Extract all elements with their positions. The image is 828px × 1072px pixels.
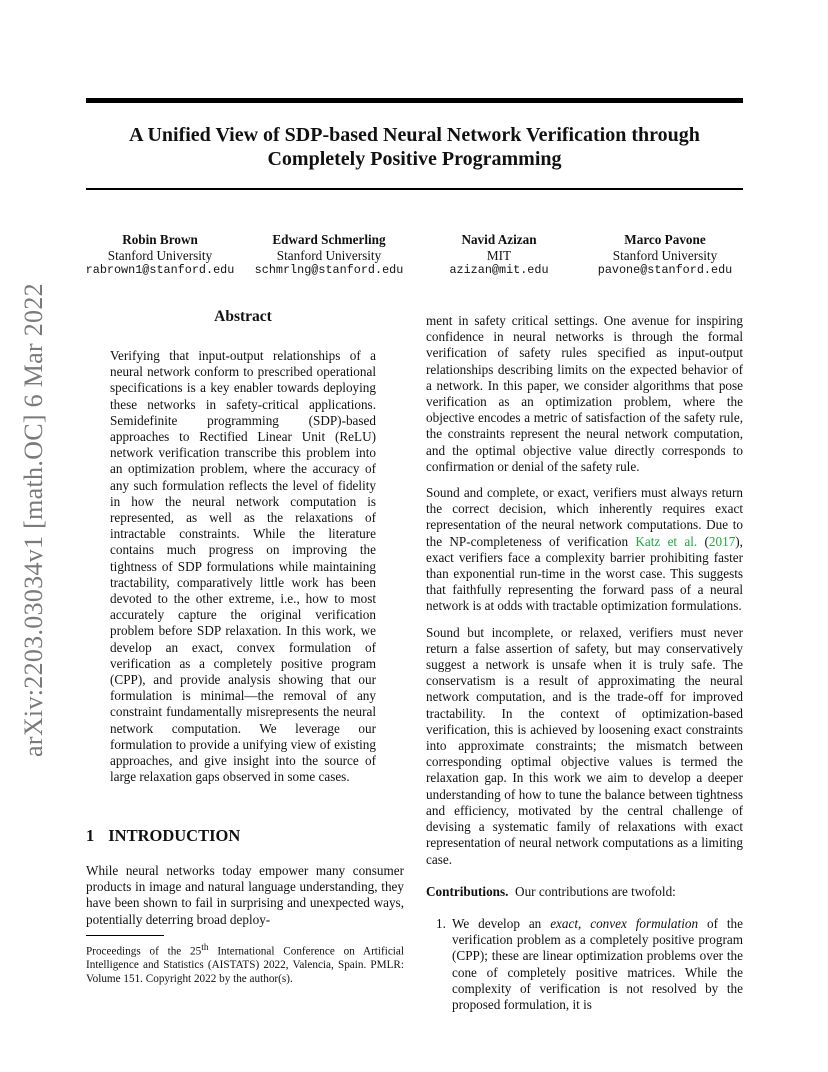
title-line-1: A Unified View of SDP-based Neural Network Verification through: [129, 124, 700, 146]
list-item-number: 1.: [436, 915, 446, 931]
section-number: 1: [86, 826, 95, 845]
footnote-rule: [86, 935, 164, 936]
list-item-text: of the verification problem as a completely positive program (CPP); these are linear optimization problems over the cone of completely positive matrices. While the complexity of verification is not resolved by the proposed formulation, it is: [452, 915, 743, 1012]
author-email[interactable]: pavone@stanford.edu: [597, 263, 733, 277]
contributions-text: Our contributions are twofold:: [515, 883, 676, 899]
introduction-body: [86, 863, 404, 928]
contributions-paragraph: [426, 884, 743, 900]
list-item-body: [452, 916, 743, 1013]
arxiv-id-text: arXiv:2203.03034v1 [math.OC] 6 Mar 2022: [19, 283, 48, 757]
footnote: [86, 942, 404, 987]
right-column: [426, 313, 743, 1013]
author-affiliation: Stanford University: [612, 247, 718, 263]
citation-link-author[interactable]: Katz et al.: [635, 533, 698, 549]
author-email[interactable]: azizan@mit.edu: [449, 263, 549, 277]
section-title: INTRODUCTION: [108, 826, 241, 845]
author-affiliation: Stanford University: [107, 247, 213, 263]
abstract-heading: Abstract: [214, 308, 272, 325]
author-block: [409, 232, 589, 279]
author-affiliation: MIT: [486, 247, 512, 263]
arxiv-identifier: [14, 270, 54, 770]
author-affiliation: Stanford University: [276, 247, 382, 263]
paragraph-text: ), exact verifiers face a complexity barrier prohibiting faster than exponential run-time in the worst case. This suggests that faithfully representing the forward pass of a neural network is at odds with tractable optimization formulations.: [426, 533, 743, 614]
introduction-paragraph: While neural networks today empower many consumer products in image and natural language understanding, they have been shown to fail in surprising and unexpected ways, potentially deterring broad deploy-: [86, 863, 404, 927]
paper-title: [86, 123, 743, 171]
author-name: Marco Pavone: [624, 232, 706, 247]
contribution-list-item: [426, 916, 743, 1013]
paragraph: Sound but incomplete, or relaxed, verifiers must never return a false assertion of safety, but may conservatively suggest a network is unsafe when it is truly safe. The conservatism is a result of approximating the neural network computation, and is the trade-off for improved tractability. In the context of optimization-based verification, this is achieved by loosening exact constraints into approximate constraints; the mismatch between corresponding optimal objective values is termed the relaxation gap. In this work we aim to develop a deeper understanding of how to tune the balance between tightness and efficiency, motivated by the central challenge of devising a systematic family of relaxations with exact representation of neural network computations as a limiting case.: [426, 624, 743, 867]
paragraph-text: (: [697, 533, 709, 549]
footnote-prefix: Proceedings of the 25: [86, 945, 202, 958]
author-block: [575, 232, 755, 279]
author-name: Edward Schmerling: [272, 232, 386, 247]
paragraph-text: Sound and complete, or exact, verifiers must always return the correct decision, which inherently requires exact representation of the neural network computations. Due to the NP-completeness of verification: [426, 485, 743, 549]
list-item-emphasis: exact, convex formulation: [550, 915, 699, 931]
abstract-paragraph: Verifying that input-output relationships of a neural network conform to prescribed operational specifications is a key enabler towards deploying these networks in safety-critical applications. Semidefinite programming (SDP)-based approaches to Rectified Linear Unit (ReLU) network verification transcribe this problem into an optimization problem, where the accuracy of any such formulation reflects the level of fidelity in how the neural network computation is represented, as well as the relaxations of intractable constraints. While the literature contains much progress on improving the tightness of SDP formulations while maintaining tractability, comparatively little work has been devoted to the other extreme, i.e., how to most accurately capture the original verification problem before SDP relaxation. In this work, we develop an exact, convex formulation of verification as a completely positive program (CPP), and provide analysis showing that our formulation is minimal—the removal of any constraint fundamentally misrepresents the neural network computation. We leverage our formulation to provide a unifying view of existing approaches, and give insight into the source of large relaxation gaps observed in some cases.: [110, 348, 376, 785]
author-name: Navid Azizan: [461, 232, 537, 247]
title-line-2: Completely Positive Programming: [267, 148, 562, 170]
abstract-body: [110, 348, 376, 785]
author-name: Robin Brown: [122, 232, 198, 247]
footnote-superscript: th: [201, 943, 209, 953]
footnote-suffix: International Conference on Artificial Intelligence and Statistics (AISTATS) 2022, Valencia, Spain. PMLR: Volume 151. Copyright 2022 by the author(s).: [86, 945, 404, 985]
section-heading-introduction: [86, 826, 240, 846]
title-top-rule: [86, 98, 743, 103]
author-email[interactable]: schmrlng@stanford.edu: [254, 263, 404, 277]
paragraph: [426, 485, 743, 615]
author-block: [70, 232, 250, 279]
paragraph: ment in safety critical settings. One avenue for inspiring confidence in neural networks is through the formal verification of safety rules specified as input-output relationships describing limits on the expected behavior of a network. In this paper, we consider algorithms that pose verification as an optimization problem, where the objective encodes a metric of satisfaction of the safety rule, the constraints represent the neural network computation, and the optimal objective value directly corresponds to confirmation or denial of the safety rule.: [426, 313, 743, 474]
author-email[interactable]: rabrown1@stanford.edu: [85, 263, 235, 277]
list-item-text: We develop an: [452, 915, 551, 931]
contributions-label: Contributions.: [426, 883, 509, 899]
author-block: [239, 232, 419, 279]
citation-link-year[interactable]: 2017: [708, 533, 736, 549]
title-bottom-rule: [86, 188, 743, 190]
